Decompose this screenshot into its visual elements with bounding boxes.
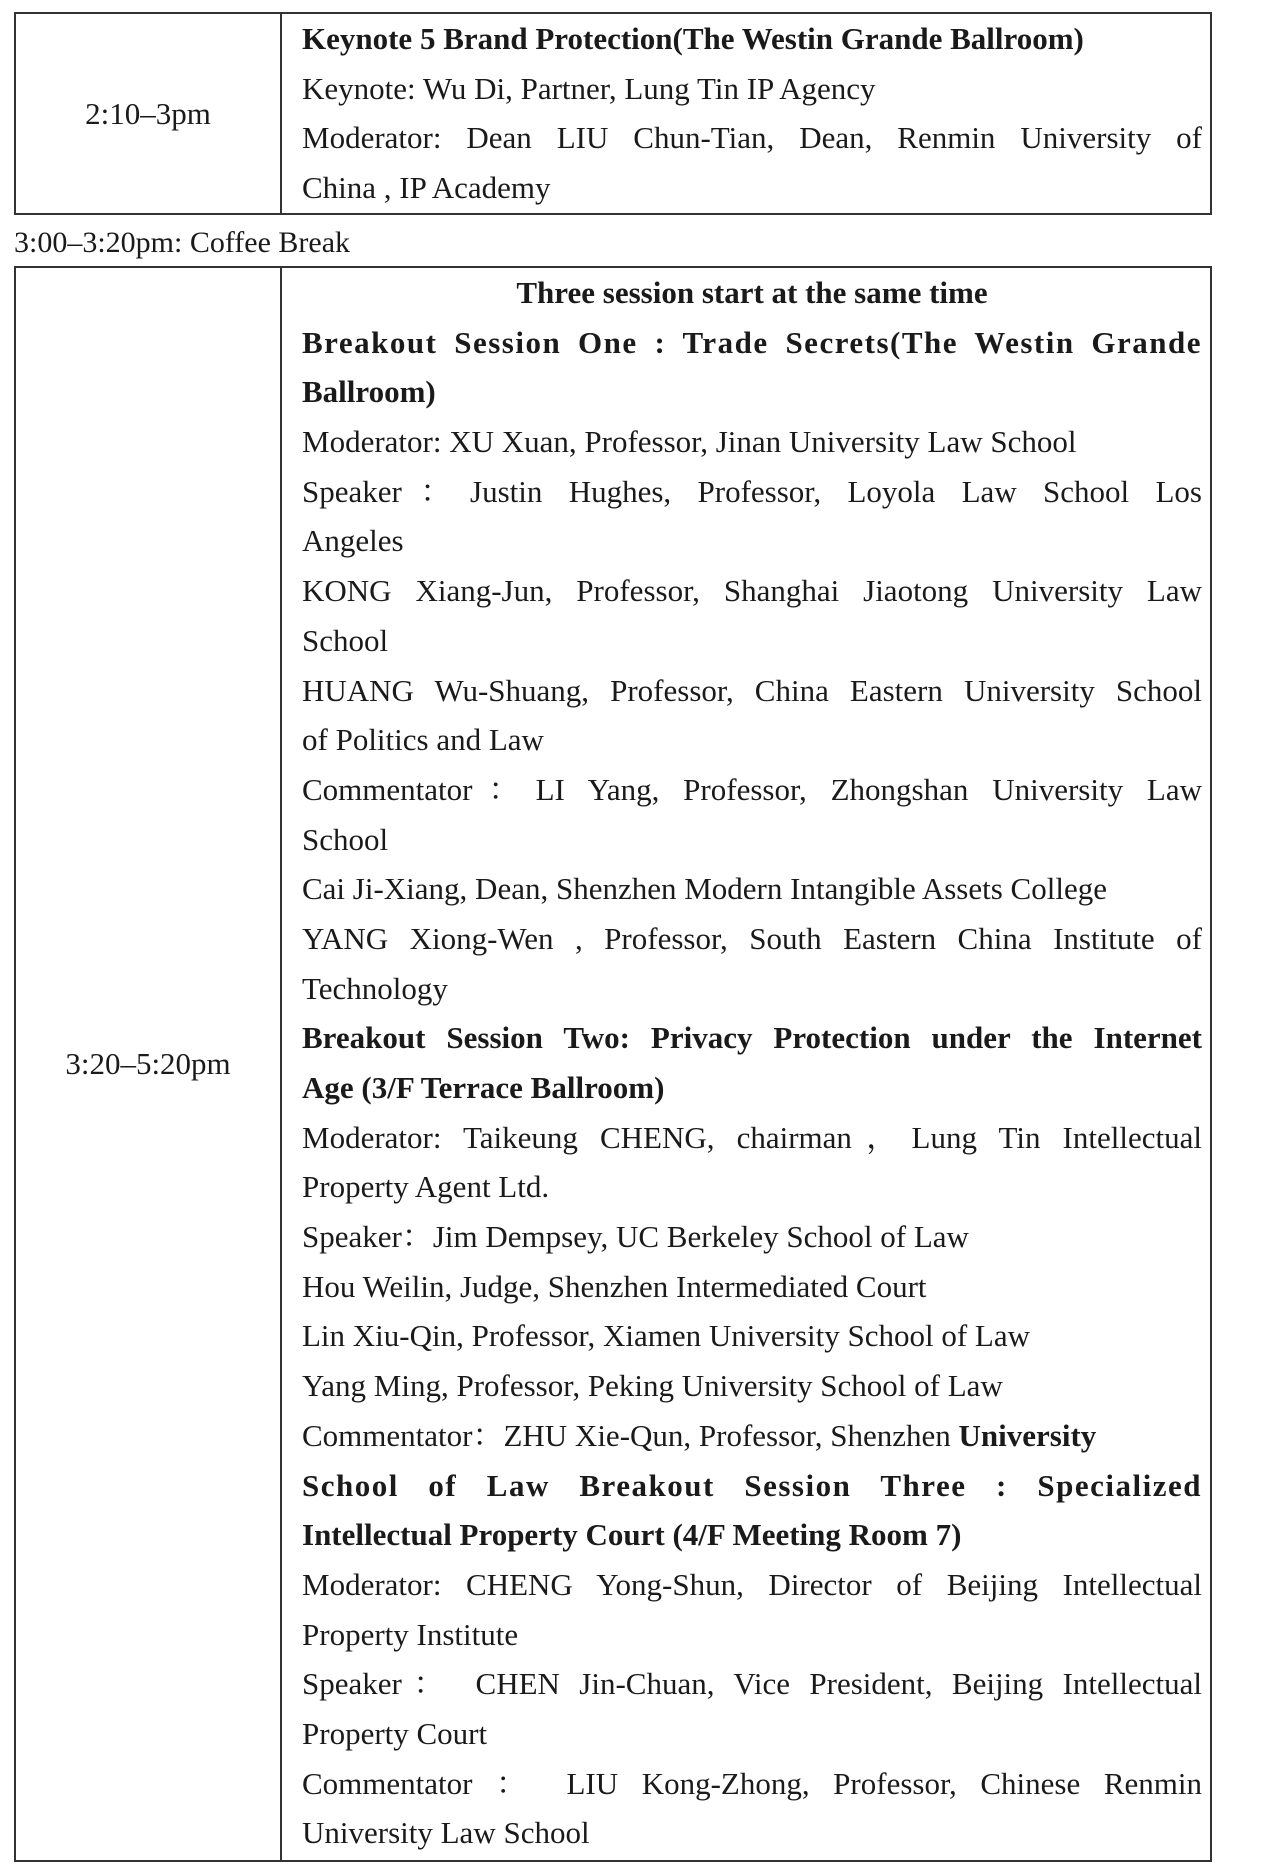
keynote-moderator-cont: China , IP Academy: [302, 169, 551, 205]
breakout-sessions-table: [14, 266, 1212, 1862]
session-one-title: Breakout Session One : Trade Secrets(The Westin Grande: [302, 324, 1202, 360]
session-two-commentator-bold: University: [958, 1417, 1097, 1453]
session-three-commentator: Commentator ： LIU Kong-Zhong, Professor, Chinese Renmin: [302, 1765, 1202, 1801]
session-three-commentator-cont: University Law School: [302, 1815, 590, 1851]
session-two-moderator: Moderator: Taikeung CHENG, chairman，Lung Tin Intellectual: [302, 1119, 1202, 1155]
keynote-speaker: Keynote: Wu Di, Partner, Lung Tin IP Agency: [302, 70, 876, 106]
keynote-content: [284, 14, 1210, 213]
session-one-speaker: Speaker：Justin Hughes, Professor, Loyola Law School Los: [302, 473, 1202, 509]
session-one-speaker-3-cont: of Politics and Law: [302, 722, 544, 758]
session-one-commentator-2: Cai Ji-Xiang, Dean, Shenzhen Modern Intangible Assets College: [302, 871, 1107, 907]
session-one-commentator-cont: School: [302, 821, 389, 857]
session-one-commentator-3: YANG Xiong-Wen , Professor, South Eastern China Institute of: [302, 920, 1202, 956]
session-two-moderator-cont: Property Agent Ltd.: [302, 1169, 550, 1205]
session-three-title-cont: Intellectual Property Court (4/F Meeting Room 7): [302, 1517, 962, 1553]
keynote-time: 2:10–3pm: [16, 14, 282, 213]
session-three-speaker: Speaker： CHEN Jin-Chuan, Vice President, Beijing Intellectual: [302, 1666, 1202, 1702]
keynote-title: Keynote 5 Brand Protection(The Westin Grande Ballroom): [302, 21, 1084, 56]
session-two-speaker: Speaker：Jim Dempsey, UC Berkeley School of Law: [302, 1219, 969, 1255]
breakout-intro: Three session start at the same time: [516, 275, 988, 310]
session-one-speaker-2: KONG Xiang-Jun, Professor, Shanghai Jiaotong University Law: [302, 573, 1202, 609]
session-three-moderator: Moderator: CHENG Yong-Shun, Director of Beijing Intellectual: [302, 1566, 1202, 1602]
keynote-session-table: [14, 12, 1212, 215]
session-two-title: Breakout Session Two: Privacy Protection under the Internet: [302, 1020, 1202, 1056]
session-one-commentator-3-cont: Technology: [302, 970, 448, 1006]
session-two-speaker-3: Lin Xiu-Qin, Professor, Xiamen University School of Law: [302, 1318, 1031, 1354]
session-two-commentator: [302, 1411, 1202, 1461]
session-three-moderator-cont: Property Institute: [302, 1616, 519, 1652]
breakout-content: [284, 268, 1210, 1860]
session-two-speaker-4: Yang Ming, Professor, Peking University School of Law: [302, 1368, 1003, 1404]
session-two-speaker-2: Hou Weilin, Judge, Shenzhen Intermediated Court: [302, 1268, 927, 1304]
session-one-speaker-2-cont: School: [302, 622, 389, 658]
session-two-commentator-text: Commentator：ZHU Xie-Qun, Professor, Shenzhen: [302, 1417, 951, 1453]
coffee-break-note: 3:00–3:20pm: Coffee Break: [14, 226, 351, 259]
keynote-moderator: Moderator: Dean LIU Chun-Tian, Dean, Renmin University of: [302, 120, 1202, 155]
session-two-title-cont: Age (3/F Terrace Ballroom): [302, 1070, 665, 1105]
session-one-commentator: Commentator：LI Yang, Professor, Zhongshan University Law: [302, 771, 1202, 807]
session-one-title-cont: Ballroom): [302, 374, 436, 410]
session-one-speaker-cont: Angeles: [302, 523, 404, 559]
breakout-time: 3:20–5:20pm: [16, 268, 282, 1860]
session-three-title: School of Law Breakout Session Three : Specialized: [302, 1467, 1202, 1503]
session-one-moderator: Moderator: XU Xuan, Professor, Jinan University Law School: [302, 424, 1077, 460]
session-three-speaker-cont: Property Court: [302, 1715, 488, 1751]
session-one-speaker-3: HUANG Wu-Shuang, Professor, China Eastern University School: [302, 672, 1202, 708]
